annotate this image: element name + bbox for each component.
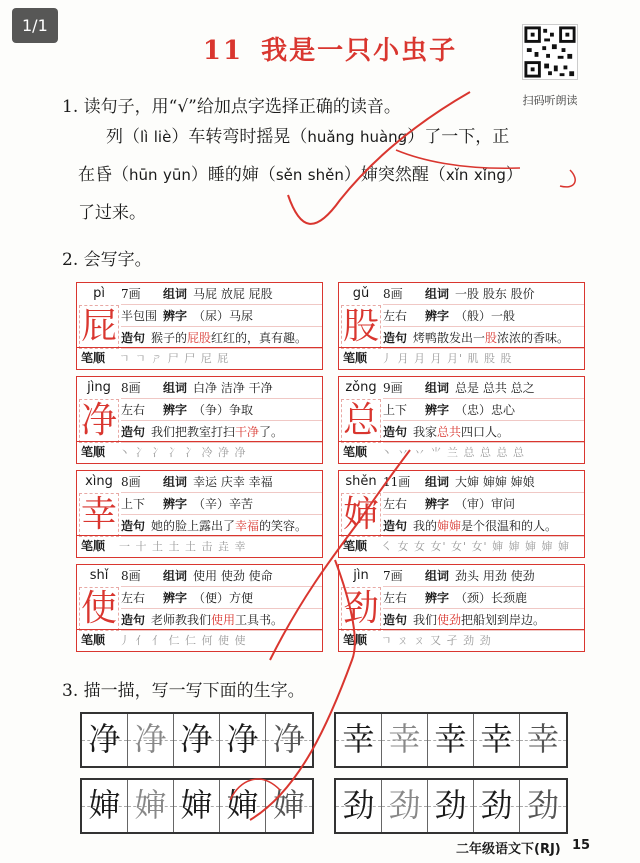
card-row-order — [339, 535, 584, 557]
card-row-sentence — [383, 327, 584, 349]
grid-cell[interactable] — [266, 714, 312, 766]
card-words: 幸运 庆幸 幸福 — [193, 475, 273, 489]
char-card-2 — [76, 376, 323, 464]
page-indicator[interactable]: 1/1 — [12, 8, 58, 43]
grid-cell[interactable] — [474, 714, 520, 766]
grid-character: 净 — [226, 720, 259, 758]
grid-cell[interactable] — [128, 714, 174, 766]
card-words: 使用 使劲 使命 — [193, 569, 273, 583]
card-sentence-highlight: 使劲 — [437, 613, 462, 627]
card-label-words: 组词 — [425, 475, 450, 489]
card-strokes: 9画 — [383, 381, 403, 395]
card-pinyin: jìng — [87, 380, 111, 395]
card-row-order — [77, 629, 322, 651]
page-number: 15 — [572, 838, 591, 853]
card-label-sentence: 造句 — [383, 519, 408, 533]
card-label-distinguish: 辨字 — [163, 403, 188, 417]
card-label-distinguish: 辨字 — [163, 591, 188, 605]
q1-text: ）车转弯时摇晃（ — [171, 127, 308, 147]
writing-grid-jin — [334, 778, 568, 834]
grid-character: 净 — [180, 720, 213, 758]
card-row-sentence — [121, 515, 322, 537]
card-label-order: 笔顺 — [343, 539, 368, 553]
card-sentence-post: 把船划到岸边。 — [461, 613, 546, 627]
grid-character: 劲 — [388, 786, 421, 824]
card-row-words — [121, 565, 322, 587]
lesson-name: 我是一只小虫子 — [261, 36, 458, 66]
pinyin-option[interactable]: lì — [140, 128, 149, 146]
card-strokes: 8画 — [121, 381, 141, 395]
card-stroke-order: 丿 亻 亻 仁 仁 何 使 使 — [119, 634, 247, 647]
card-pinyin: pì — [93, 286, 105, 301]
pinyin-option[interactable]: yūn — [162, 166, 191, 184]
grid-cell[interactable] — [82, 780, 128, 832]
card-pinyin: shǐ — [89, 568, 109, 583]
grid-cell[interactable] — [82, 714, 128, 766]
card-row-order — [77, 535, 322, 557]
card-stroke-order: 丶 丷 丷 ⺌ 兰 总 总 总 总 — [381, 446, 525, 459]
card-row-order — [339, 347, 584, 369]
card-pinyin: shěn — [345, 474, 377, 489]
card-distinguish: （般）一般 — [455, 309, 516, 323]
grid-character: 婶 — [88, 786, 121, 824]
card-sentence-post: 四口人。 — [461, 425, 510, 439]
card-sentence-post: 浓浓的香味。 — [497, 331, 570, 345]
pinyin-option[interactable]: xǐng — [473, 166, 506, 184]
card-structure: 左右 — [121, 591, 146, 605]
card-label-order: 笔顺 — [343, 445, 368, 459]
card-label-order: 笔顺 — [81, 633, 106, 647]
card-structure: 左右 — [121, 403, 146, 417]
grid-character: 婶 — [134, 786, 167, 824]
q1-heading: 1. 读句子，用“√”给加点字选择正确的读音。 — [62, 97, 401, 117]
q1-line-1 — [106, 118, 626, 156]
card-row-distinguish — [121, 587, 322, 609]
card-stroke-order: ㇛ 女 女 女' 女' 女' 婶 婶 婶 婶 婶 — [381, 540, 571, 553]
card-row-distinguish — [383, 493, 584, 515]
card-label-sentence: 造句 — [121, 519, 146, 533]
card-distinguish: （便）方便 — [193, 591, 254, 605]
writing-grid-shen — [80, 778, 314, 834]
card-label-distinguish: 辨字 — [163, 497, 188, 511]
card-pinyin: xìng — [85, 474, 113, 489]
card-label-distinguish: 辨字 — [425, 497, 450, 511]
card-label-distinguish: 辨字 — [425, 591, 450, 605]
card-row-order — [339, 629, 584, 651]
pinyin-option[interactable]: hūn — [129, 166, 158, 184]
card-sentence-post: 工具书。 — [235, 613, 284, 627]
card-sentence-post: 的笑容。 — [259, 519, 308, 533]
card-label-sentence: 造句 — [121, 425, 146, 439]
q1-text: ）了一下，正 — [407, 127, 510, 147]
card-character: 净 — [80, 400, 117, 441]
card-label-words: 组词 — [425, 287, 450, 301]
grid-cell[interactable] — [428, 780, 474, 832]
grid-character: 劲 — [342, 786, 375, 824]
card-distinguish: （忠）忠心 — [455, 403, 516, 417]
card-row-words — [383, 283, 584, 305]
card-strokes: 7画 — [121, 287, 141, 301]
grid-cell[interactable] — [336, 714, 382, 766]
q1-text: ）睡的婶（ — [190, 165, 276, 185]
card-row-sentence — [121, 421, 322, 443]
card-label-order: 笔顺 — [343, 351, 368, 365]
card-label-sentence: 造句 — [121, 613, 146, 627]
grid-cell[interactable] — [128, 780, 174, 832]
pinyin-option[interactable]: sěn — [275, 166, 303, 184]
grid-character: 婶 — [226, 786, 259, 824]
card-character: 屁 — [80, 306, 117, 347]
card-sentence-post: 是个很温和的人。 — [461, 519, 558, 533]
card-row-words — [383, 377, 584, 399]
card-sentence-highlight: 使用 — [211, 613, 236, 627]
grid-cell[interactable] — [220, 780, 266, 832]
card-row-order — [77, 347, 322, 369]
card-character: 总 — [342, 400, 379, 441]
q1-line-3: 了过来。 — [78, 203, 146, 223]
card-row-words — [121, 377, 322, 399]
card-label-distinguish: 辨字 — [425, 403, 450, 417]
card-structure: 左右 — [383, 591, 408, 605]
card-pinyin: gǔ — [352, 286, 370, 301]
qr-code-icon[interactable] — [522, 24, 578, 80]
card-row-sentence — [121, 327, 322, 349]
card-distinguish: （审）审问 — [455, 497, 516, 511]
card-row-order — [77, 441, 322, 463]
pinyin-option[interactable]: huǎng — [307, 128, 355, 146]
card-row-distinguish — [383, 399, 584, 421]
card-sentence-highlight: 干净 — [235, 425, 260, 439]
card-row-sentence — [121, 609, 322, 631]
card-label-words: 组词 — [163, 475, 188, 489]
card-sentence-pre: 老师教我们 — [151, 613, 212, 627]
card-label-sentence: 造句 — [383, 613, 408, 627]
card-structure: 上下 — [121, 497, 146, 511]
card-sentence-pre: 她的脸上露出了 — [151, 519, 236, 533]
card-label-words: 组词 — [425, 569, 450, 583]
card-strokes: 7画 — [383, 569, 403, 583]
card-sentence-pre: 我们把教室打扫 — [151, 425, 236, 439]
card-sentence-pre: 我家 — [413, 425, 438, 439]
card-sentence-pre: 烤鸭散发出一 — [413, 331, 486, 345]
q3-heading: 3. 描一描，写一写下面的生字。 — [62, 681, 305, 701]
card-label-order: 笔顺 — [81, 351, 106, 365]
card-stroke-order: 丶 冫 冫 冫 冫 冷 净 净 — [119, 446, 247, 459]
card-row-distinguish — [121, 399, 322, 421]
card-row-sentence — [383, 421, 584, 443]
card-character: 股 — [342, 306, 379, 347]
card-character: 幸 — [80, 494, 117, 535]
grid-character: 劲 — [434, 786, 467, 824]
grid-character: 幸 — [480, 720, 513, 758]
card-sentence-pre: 猴子的 — [151, 331, 188, 345]
card-stroke-order: 一 十 土 土 土 击 垚 幸 — [119, 540, 247, 553]
card-sentence-post: 了。 — [259, 425, 284, 439]
card-sentence-post: 红红的，真有趣。 — [211, 331, 308, 345]
card-row-words — [121, 471, 322, 493]
grid-cell[interactable] — [520, 714, 566, 766]
card-character: 使 — [80, 588, 117, 629]
grid-character: 净 — [88, 720, 121, 758]
char-card-7 — [338, 564, 585, 652]
qr-label: 扫码听朗读 — [522, 94, 578, 107]
card-label-order: 笔顺 — [343, 633, 368, 647]
card-character: 劲 — [342, 588, 379, 629]
card-stroke-order: 丿 月 月 月 月' 肌 股 股 — [381, 352, 513, 365]
card-row-order — [339, 441, 584, 463]
card-words: 大婶 婶婶 婶娘 — [455, 475, 535, 489]
char-card-6 — [76, 564, 323, 652]
grid-character: 幸 — [434, 720, 467, 758]
card-label-order: 笔顺 — [81, 539, 106, 553]
card-stroke-order: ㄱ ㄱ ㄕ 尸 尸 尼 屁 — [119, 352, 230, 365]
card-row-distinguish — [383, 587, 584, 609]
grid-cell[interactable] — [428, 714, 474, 766]
q1-text: ） — [505, 165, 523, 185]
char-card-0 — [76, 282, 323, 370]
card-sentence-highlight: 幸福 — [235, 519, 260, 533]
grid-cell[interactable] — [382, 714, 428, 766]
card-row-sentence — [383, 609, 584, 631]
card-row-sentence — [383, 515, 584, 537]
lesson-number: 11 — [202, 36, 244, 66]
card-structure: 半包围 — [121, 309, 158, 323]
grid-cell[interactable] — [174, 714, 220, 766]
pinyin-option[interactable]: liè — [153, 128, 172, 146]
writing-grid-jing — [80, 712, 314, 768]
card-row-distinguish — [121, 305, 322, 327]
card-row-distinguish — [383, 305, 584, 327]
char-card-4 — [76, 470, 323, 558]
card-label-sentence: 造句 — [121, 331, 146, 345]
card-sentence-highlight: 婶婶 — [437, 519, 462, 533]
grid-character: 幸 — [526, 720, 559, 758]
card-pinyin: jìn — [353, 568, 369, 583]
q1-text: ）婶突然醒（ — [343, 165, 446, 185]
pinyin-option[interactable]: xǐn — [445, 166, 469, 184]
card-words: 白净 洁净 干净 — [193, 381, 273, 395]
card-label-sentence: 造句 — [383, 331, 408, 345]
grid-cell[interactable] — [520, 780, 566, 832]
lesson-title — [180, 30, 480, 67]
card-distinguish: （辛）辛苦 — [193, 497, 254, 511]
char-card-3 — [338, 376, 585, 464]
q1-text: 列（ — [106, 127, 140, 147]
card-words: 劲头 用劲 使劲 — [455, 569, 535, 583]
grid-character: 幸 — [388, 720, 421, 758]
card-sentence-highlight: 屁股 — [187, 331, 212, 345]
card-stroke-order: ㄱ ㄡ ㄡ 又 孑 劲 劲 — [381, 634, 492, 647]
card-distinguish: （尿）马尿 — [193, 309, 254, 323]
grid-character: 婶 — [272, 786, 305, 824]
grid-cell[interactable] — [174, 780, 220, 832]
grid-character: 净 — [272, 720, 305, 758]
grid-character: 劲 — [480, 786, 513, 824]
q2-heading: 2. 会写字。 — [62, 250, 152, 270]
card-sentence-pre: 我们 — [413, 613, 438, 627]
card-words: 一股 股东 股价 — [455, 287, 535, 301]
card-label-sentence: 造句 — [383, 425, 408, 439]
q1-text: 在昏（ — [78, 165, 129, 185]
grid-cell[interactable] — [220, 714, 266, 766]
card-character: 婶 — [342, 494, 379, 535]
grid-character: 净 — [134, 720, 167, 758]
card-sentence-pre: 我的 — [413, 519, 438, 533]
grid-cell[interactable] — [382, 780, 428, 832]
card-structure: 左右 — [383, 497, 408, 511]
card-words: 总是 总共 总之 — [455, 381, 535, 395]
card-row-distinguish — [121, 493, 322, 515]
pinyin-option[interactable]: shěn — [307, 166, 344, 184]
card-strokes: 8画 — [121, 569, 141, 583]
card-label-words: 组词 — [425, 381, 450, 395]
card-strokes: 8画 — [383, 287, 403, 301]
card-sentence-highlight: 股 — [485, 331, 498, 345]
card-label-words: 组词 — [163, 381, 188, 395]
card-words: 马屁 放屁 屁股 — [193, 287, 273, 301]
char-card-1 — [338, 282, 585, 370]
q1-line-2 — [78, 156, 598, 194]
grid-cell[interactable] — [266, 780, 312, 832]
card-distinguish: （争）争取 — [193, 403, 254, 417]
card-strokes: 8画 — [121, 475, 141, 489]
card-strokes: 11画 — [383, 475, 411, 489]
card-pinyin: zǒng — [345, 380, 377, 395]
grid-character: 劲 — [526, 786, 559, 824]
card-label-words: 组词 — [163, 287, 188, 301]
card-row-words — [121, 283, 322, 305]
card-label-distinguish: 辨字 — [425, 309, 450, 323]
grid-character: 婶 — [180, 786, 213, 824]
grid-character: 幸 — [342, 720, 375, 758]
grid-cell[interactable] — [474, 780, 520, 832]
card-row-words — [383, 565, 584, 587]
grade-label: 二年级语文下(RJ) — [456, 842, 561, 857]
card-row-words — [383, 471, 584, 493]
grid-cell[interactable] — [336, 780, 382, 832]
card-sentence-highlight: 总共 — [437, 425, 462, 439]
card-label-order: 笔顺 — [81, 445, 106, 459]
pinyin-option[interactable]: huàng — [359, 128, 408, 146]
card-label-distinguish: 辨字 — [163, 309, 188, 323]
char-card-5 — [338, 470, 585, 558]
card-structure: 上下 — [383, 403, 408, 417]
card-structure: 左右 — [383, 309, 408, 323]
card-distinguish: （颈）长颈鹿 — [455, 591, 528, 605]
writing-grid-xing — [334, 712, 568, 768]
card-label-words: 组词 — [163, 569, 188, 583]
